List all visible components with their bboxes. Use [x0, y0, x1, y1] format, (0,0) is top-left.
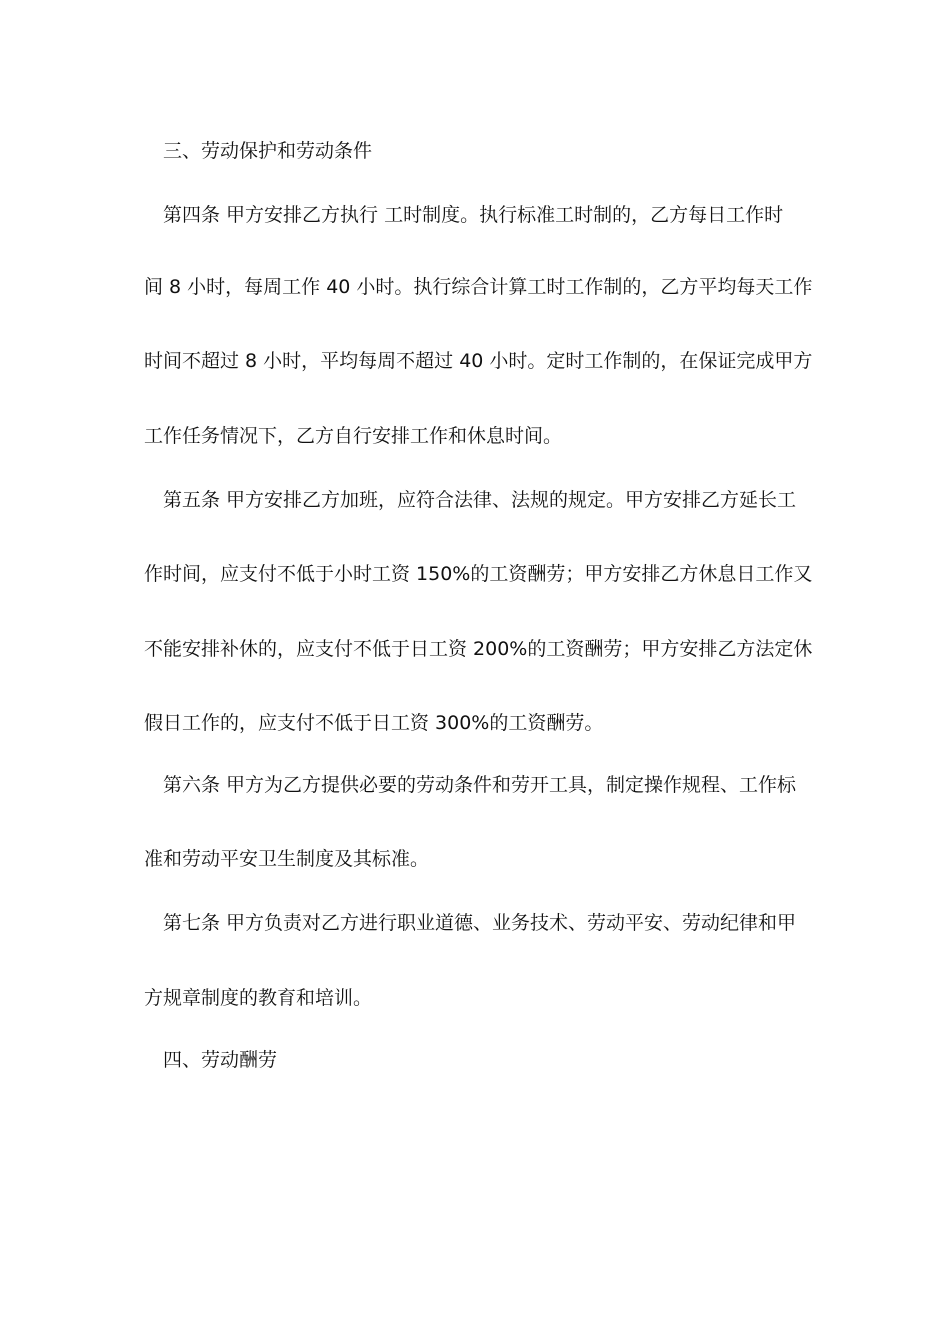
article-5-line-1: 第五条 甲方安排乙方加班，应符合法律、法规的规定。甲方安排乙方延长工	[163, 489, 797, 511]
article-4-line-3: 时间不超过 8 小时，平均每周不超过 40 小时。定时工作制的，在保证完成甲方	[144, 350, 813, 372]
article-4-line-1: 第四条 甲方安排乙方执行 工时制度。执行标准工时制的，乙方每日工作时	[163, 204, 784, 226]
article-5-line-3: 不能安排补休的，应支付不低于日工资 200%的工资酬劳；甲方安排乙方法定休	[144, 638, 813, 660]
article-7-line-2: 方规章制度的教育和培训。	[144, 987, 373, 1009]
article-5-line-4: 假日工作的，应支付不低于日工资 300%的工资酬劳。	[144, 712, 604, 734]
article-4-line-2: 间 8 小时，每周工作 40 小时。执行综合计算工时工作制的，乙方平均每天工作	[144, 276, 813, 298]
article-6-line-1: 第六条 甲方为乙方提供必要的劳动条件和劳开工具，制定操作规程、工作标	[163, 774, 797, 796]
article-7-line-1: 第七条 甲方负责对乙方进行职业道德、业务技术、劳动平安、劳动纪律和甲	[163, 912, 797, 934]
section-heading-3: 三、劳动保护和劳动条件	[163, 140, 373, 162]
section-heading-4: 四、劳动酬劳	[163, 1049, 278, 1071]
article-5-line-2: 作时间，应支付不低于小时工资 150%的工资酬劳；甲方安排乙方休息日工作又	[144, 563, 813, 585]
article-6-line-2: 准和劳动平安卫生制度及其标准。	[144, 848, 430, 870]
article-4-line-4: 工作任务情况下，乙方自行安排工作和休息时间。	[144, 425, 563, 447]
